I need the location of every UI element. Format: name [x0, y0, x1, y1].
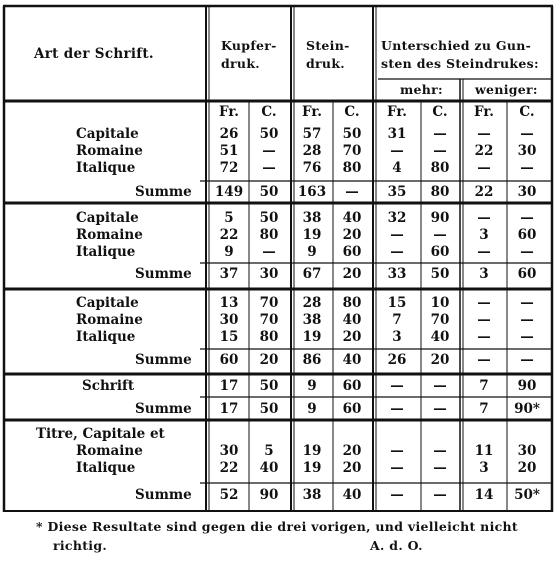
- cell-value: —: [520, 312, 534, 328]
- summe-value: —: [390, 487, 404, 503]
- cell-value: 28: [302, 295, 322, 311]
- cell-value: 70: [259, 295, 279, 311]
- cell-value: —: [262, 143, 276, 159]
- unit-header-5: C.: [432, 104, 448, 120]
- cell-value: —: [390, 244, 404, 260]
- summe-value: 9: [307, 401, 317, 417]
- cell-value: 38: [302, 210, 322, 226]
- unit-header-6: Fr.: [474, 104, 494, 120]
- cell-value: 60: [342, 378, 362, 394]
- cell-value: —: [520, 244, 534, 260]
- cell-value: 4: [392, 160, 402, 176]
- summe-value: 90: [259, 487, 279, 503]
- cell-value: —: [433, 227, 447, 243]
- cell-value: 5: [224, 210, 234, 226]
- cell-value: 9: [307, 244, 317, 260]
- column-header-unterschied-1: Unterschied zu Gun-: [381, 38, 532, 53]
- summe-value: 20: [342, 266, 362, 282]
- cell-value: 38: [302, 312, 322, 328]
- cell-value: 32: [387, 210, 407, 226]
- summe-value: 14: [474, 487, 494, 503]
- cell-value: 22: [474, 143, 494, 159]
- cell-value: —: [477, 329, 491, 345]
- cell-value: 28: [302, 143, 322, 159]
- cell-value: 11: [474, 443, 494, 459]
- summe-value: 50: [430, 266, 450, 282]
- summe-value: 50: [259, 184, 279, 200]
- summe-value: —: [520, 352, 534, 368]
- cell-value: 15: [387, 295, 407, 311]
- cell-value: 9: [307, 378, 317, 394]
- cell-value: —: [262, 160, 276, 176]
- cell-value: —: [262, 244, 276, 260]
- column-header-unterschied-2: sten des Steindrukes:: [381, 56, 539, 71]
- cell-value: 20: [517, 460, 537, 476]
- cell-value: 70: [430, 312, 450, 328]
- summe-value: 86: [302, 352, 322, 368]
- column-header-stein-1: Stein-: [306, 38, 350, 53]
- cell-value: —: [477, 295, 491, 311]
- summe-value: 40: [342, 487, 362, 503]
- cell-value: 20: [342, 227, 362, 243]
- cell-value: —: [520, 329, 534, 345]
- cell-value: —: [477, 126, 491, 142]
- summe-value: 90*: [514, 401, 540, 417]
- cell-value: 50: [259, 378, 279, 394]
- cell-value: —: [433, 460, 447, 476]
- summe-value: —: [433, 401, 447, 417]
- summe-value: 149: [214, 184, 244, 200]
- cell-value: 13: [219, 295, 239, 311]
- cell-value: 51: [219, 143, 239, 159]
- summe-value: 60: [219, 352, 239, 368]
- row-label: Schrift: [82, 378, 135, 394]
- column-header-weniger: weniger:: [475, 82, 538, 97]
- cell-value: 90: [517, 378, 537, 394]
- cell-value: 80: [259, 227, 279, 243]
- column-header-kupfer-2: druk.: [221, 56, 260, 71]
- cell-value: 22: [219, 227, 239, 243]
- summe-value: 20: [259, 352, 279, 368]
- cell-value: 19: [302, 460, 322, 476]
- row-label: Romaine: [76, 227, 143, 243]
- summe-value: 50: [259, 401, 279, 417]
- cell-value: 7: [392, 312, 402, 328]
- row-label: Romaine: [76, 312, 143, 328]
- summe-value: 22: [474, 184, 494, 200]
- cell-value: —: [477, 210, 491, 226]
- footnote-line-2: richtig.: [53, 538, 108, 553]
- cell-value: 20: [342, 460, 362, 476]
- cell-value: 50: [259, 126, 279, 142]
- summe-value: 60: [517, 266, 537, 282]
- summe-label: Summe: [135, 266, 192, 282]
- summe-value: 33: [387, 266, 407, 282]
- summe-value: —: [345, 184, 359, 200]
- summe-value: 50*: [514, 487, 540, 503]
- cell-value: 3: [392, 329, 402, 345]
- cell-value: —: [390, 143, 404, 159]
- cell-value: —: [520, 210, 534, 226]
- cell-value: —: [477, 160, 491, 176]
- unit-header-2: Fr.: [302, 104, 322, 120]
- summe-label: Summe: [135, 401, 192, 417]
- cell-value: 40: [430, 329, 450, 345]
- cell-value: 70: [259, 312, 279, 328]
- summe-value: 60: [342, 401, 362, 417]
- row-label: Capitale: [76, 210, 139, 226]
- cell-value: —: [520, 160, 534, 176]
- unit-header-7: C.: [519, 104, 535, 120]
- column-header-stein-2: druk.: [306, 56, 345, 71]
- unit-header-0: Fr.: [219, 104, 239, 120]
- summe-value: 35: [387, 184, 407, 200]
- cell-value: 31: [387, 126, 407, 142]
- cell-value: 57: [302, 126, 322, 142]
- cell-value: 19: [302, 329, 322, 345]
- cell-value: 17: [219, 378, 239, 394]
- cell-value: —: [477, 244, 491, 260]
- row-label: Italique: [76, 160, 136, 176]
- cell-value: 20: [342, 443, 362, 459]
- cell-value: —: [390, 378, 404, 394]
- cell-value: —: [390, 227, 404, 243]
- row-label: Italique: [76, 329, 136, 345]
- cell-value: 3: [479, 227, 489, 243]
- unit-header-3: C.: [344, 104, 360, 120]
- cell-value: —: [390, 460, 404, 476]
- summe-value: 38: [302, 487, 322, 503]
- cell-value: 60: [342, 244, 362, 260]
- cell-value: 60: [517, 227, 537, 243]
- cell-value: 80: [342, 295, 362, 311]
- cell-value: 30: [219, 443, 239, 459]
- cell-value: 76: [302, 160, 322, 176]
- cell-value: 20: [342, 329, 362, 345]
- cell-value: 80: [259, 329, 279, 345]
- cell-value: 10: [430, 295, 450, 311]
- cell-value: 26: [219, 126, 239, 142]
- summe-value: 52: [219, 487, 239, 503]
- summe-value: 37: [219, 266, 239, 282]
- cell-value: 80: [430, 160, 450, 176]
- cell-value: 19: [302, 227, 322, 243]
- summe-value: 30: [259, 266, 279, 282]
- row-label: Capitale: [76, 126, 139, 142]
- cell-value: 90: [430, 210, 450, 226]
- summe-value: 40: [342, 352, 362, 368]
- cell-value: 19: [302, 443, 322, 459]
- summe-label: Summe: [135, 352, 192, 368]
- cell-value: 60: [430, 244, 450, 260]
- summe-value: —: [390, 401, 404, 417]
- unit-header-1: C.: [261, 104, 277, 120]
- cell-value: 3: [479, 460, 489, 476]
- summe-value: 26: [387, 352, 407, 368]
- summe-value: 30: [517, 184, 537, 200]
- cell-value: 72: [219, 160, 239, 176]
- summe-value: 67: [302, 266, 322, 282]
- cell-value: 15: [219, 329, 239, 345]
- cell-value: 40: [342, 312, 362, 328]
- cell-value: —: [390, 443, 404, 459]
- cell-value: —: [433, 143, 447, 159]
- footnote-signature: A. d. O.: [370, 538, 423, 553]
- row-label: Italique: [76, 244, 136, 260]
- summe-value: 80: [430, 184, 450, 200]
- cell-value: —: [520, 295, 534, 311]
- cell-value: —: [433, 443, 447, 459]
- cell-value: 9: [224, 244, 234, 260]
- cell-value: 40: [342, 210, 362, 226]
- summe-label: Summe: [135, 184, 192, 200]
- cell-value: 30: [517, 443, 537, 459]
- cell-value: 30: [219, 312, 239, 328]
- summe-value: 3: [479, 266, 489, 282]
- cell-value: 5: [264, 443, 274, 459]
- column-header-kupfer-1: Kupfer-: [221, 38, 277, 53]
- cell-value: 70: [342, 143, 362, 159]
- cell-value: 22: [219, 460, 239, 476]
- cell-value: 50: [259, 210, 279, 226]
- summe-value: —: [433, 487, 447, 503]
- summe-value: 7: [479, 401, 489, 417]
- cell-value: 80: [342, 160, 362, 176]
- summe-value: —: [477, 352, 491, 368]
- cell-value: 40: [259, 460, 279, 476]
- column-header-mehr: mehr:: [400, 82, 443, 97]
- cell-value: 30: [517, 143, 537, 159]
- row-label: Titre, Capitale et: [36, 426, 165, 442]
- unit-header-4: Fr.: [387, 104, 407, 120]
- column-header-art: Art der Schrift.: [34, 46, 154, 62]
- cell-value: —: [477, 312, 491, 328]
- cell-value: —: [433, 126, 447, 142]
- summe-label: Summe: [135, 487, 192, 503]
- row-label: Capitale: [76, 295, 139, 311]
- summe-value: 20: [430, 352, 450, 368]
- cell-value: —: [520, 126, 534, 142]
- footnote-line-1: * Diese Resultate sind gegen die drei vorigen, und vielleicht nicht: [36, 519, 518, 534]
- cell-value: —: [433, 378, 447, 394]
- cell-value: 50: [342, 126, 362, 142]
- summe-value: 163: [297, 184, 327, 200]
- row-label: Italique: [76, 460, 136, 476]
- row-label: Romaine: [76, 443, 143, 459]
- summe-value: 17: [219, 401, 239, 417]
- row-label: Romaine: [76, 143, 143, 159]
- cell-value: 7: [479, 378, 489, 394]
